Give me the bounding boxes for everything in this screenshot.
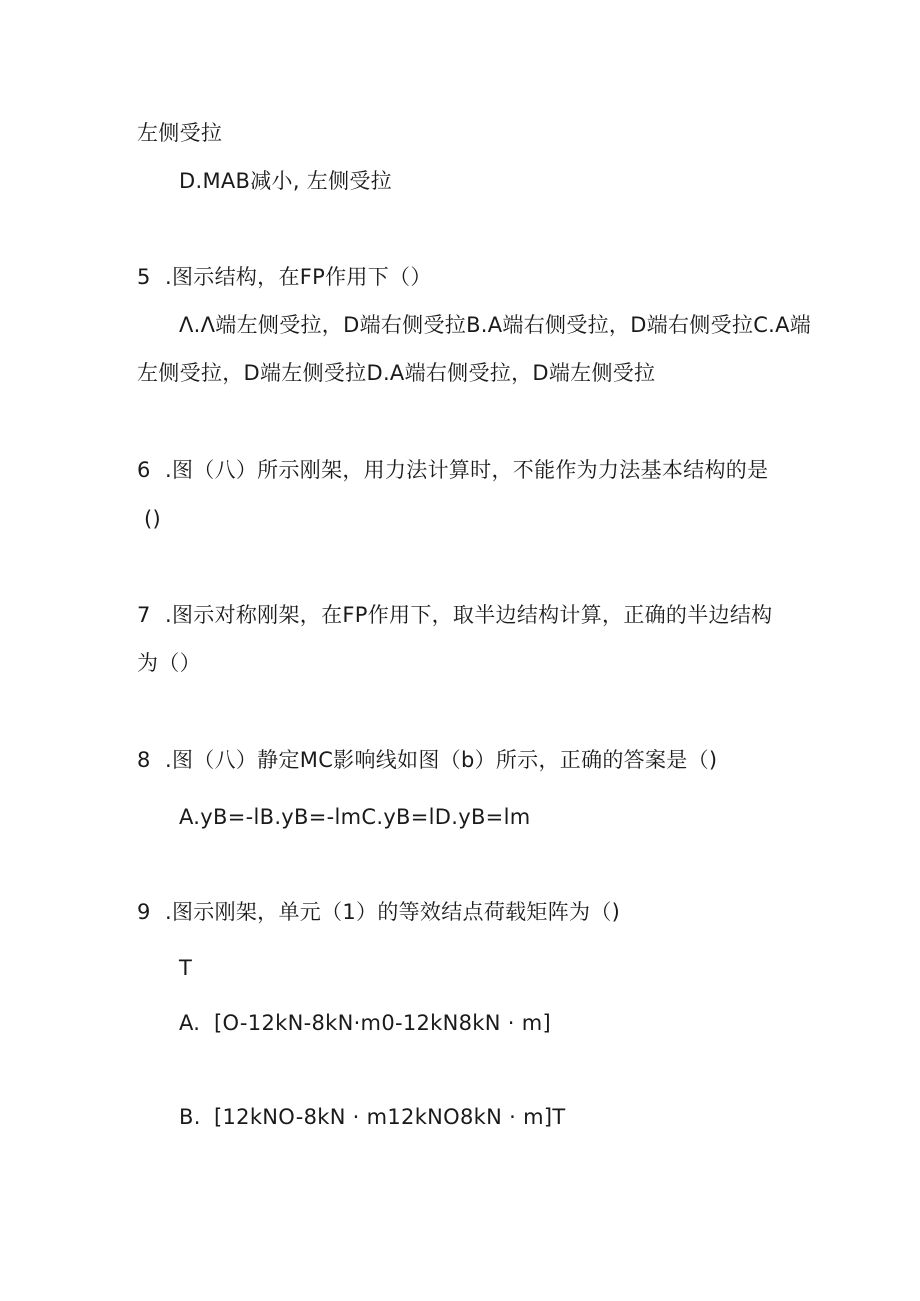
options-line-continued: 左侧受拉，D端左侧受拉D.A端右侧受拉，D端左侧受拉 [137, 361, 656, 385]
question-text: .图示结构，在FP作用下（） [165, 265, 432, 289]
option-a [179, 1008, 551, 1038]
text-line-continued: 为（） [137, 651, 201, 675]
question-5 [137, 262, 432, 292]
question-9 [137, 897, 620, 927]
question-text: .图（八）所示刚架，用力法计算时，不能作为力法基本结构的是 [165, 458, 769, 482]
transpose-superscript: T [179, 956, 193, 980]
question-number: 8 [137, 748, 151, 772]
answer-bracket: () [144, 507, 161, 531]
question-text: .图（八）静定MC影响线如图（b）所示，正确的答案是（) [165, 748, 718, 772]
question-number: 5 [137, 265, 151, 289]
question-7 [137, 600, 772, 630]
question-text: .图示对称刚架，在FP作用下，取半边结构计算，正确的半边结构 [165, 603, 773, 627]
option-text: [O-12kN-8kN·m0-12kN8kN · m] [214, 1011, 551, 1035]
question-text: .图示刚架，单元（1）的等效结点荷载矩阵为（) [165, 900, 621, 924]
option-d-line: D.MAB减小, 左侧受拉 [179, 169, 392, 193]
question-number: 9 [137, 900, 151, 924]
question-6 [137, 455, 768, 485]
question-number: 6 [137, 458, 151, 482]
option-b [179, 1102, 565, 1132]
text-line: 左侧受拉 [137, 121, 223, 145]
option-label: A. [179, 1011, 201, 1035]
question-8 [137, 745, 717, 775]
question-number: 7 [137, 603, 151, 627]
options-line: Λ.Λ端左侧受拉，D端右侧受拉B.A端右侧受拉，D端右侧受拉C.A端 [179, 313, 812, 337]
option-text: [12kNO-8kN · m12kNO8kN · m]T [214, 1105, 566, 1129]
options-line: A.yB=-lB.yB=-lmC.yB=lD.yB=lm [179, 805, 531, 829]
option-label: B. [179, 1105, 201, 1129]
